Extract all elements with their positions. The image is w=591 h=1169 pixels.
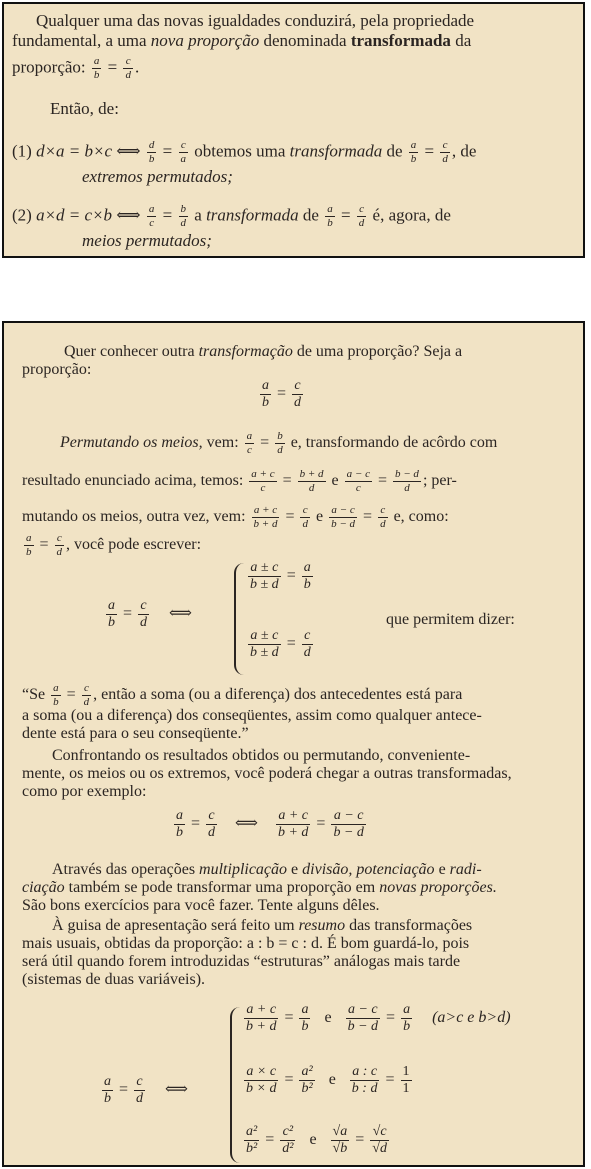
fraction xyxy=(331,809,365,840)
fraction xyxy=(147,204,157,229)
fraction xyxy=(325,204,335,229)
denominator: b xyxy=(148,153,155,165)
text: de uma proporção? Seja a xyxy=(296,343,463,360)
text: de xyxy=(386,141,403,161)
denominator: b xyxy=(262,395,269,410)
text: , de xyxy=(451,141,477,161)
numerator: a xyxy=(53,682,59,694)
text: vem: xyxy=(206,434,239,452)
fraction xyxy=(331,1125,350,1156)
system2-row1 xyxy=(242,1003,511,1034)
fraction xyxy=(370,1125,389,1156)
system1-lhs xyxy=(104,599,192,630)
text: ; per- xyxy=(422,472,457,490)
bottom-text-panel xyxy=(2,321,585,1167)
fraction xyxy=(299,1065,314,1096)
numerator: c xyxy=(123,56,133,69)
denominator: c xyxy=(246,444,252,456)
denominator: d xyxy=(136,1091,144,1106)
fraction xyxy=(302,561,313,592)
text: = xyxy=(284,1071,294,1089)
fraction xyxy=(401,1065,412,1096)
text: a soma (ou a diferença) dos conseqüentes, assim como qualquer antece- xyxy=(22,707,482,724)
text: = xyxy=(265,1131,275,1149)
text: novas proporções. xyxy=(379,879,497,896)
denominator: d xyxy=(303,645,311,660)
quote-line3 xyxy=(22,725,249,743)
text: = xyxy=(162,141,173,161)
fraction xyxy=(244,1065,278,1096)
text: = xyxy=(284,1009,294,1027)
fraction xyxy=(292,379,303,410)
system2-brace xyxy=(230,1007,240,1163)
numerator: a xyxy=(26,532,32,544)
numerator: c xyxy=(82,683,92,696)
text: transformada xyxy=(289,141,383,161)
text: nova proporção xyxy=(150,31,260,50)
fraction xyxy=(252,505,280,530)
fraction xyxy=(179,140,189,165)
fraction xyxy=(82,683,92,708)
proportion-display xyxy=(258,379,305,410)
denominator: b xyxy=(53,696,59,708)
text: mutando os meios, outra vez, vem: xyxy=(22,508,246,526)
text: proporção: xyxy=(22,361,92,378)
p1-line1 xyxy=(64,343,462,361)
numerator: c xyxy=(179,140,189,153)
fraction xyxy=(92,56,102,81)
fraction xyxy=(276,809,310,840)
denominator: √b xyxy=(332,1141,348,1156)
text: mais usuais, obtidas da proporção: a : b = c : d. É bom guardá-lo, pois xyxy=(22,935,470,952)
text: = xyxy=(355,1131,365,1149)
fraction xyxy=(244,1003,278,1034)
box1-line3: proporção: $\frac{a}{b}$ = $\frac{c}{d}$ . xyxy=(12,55,140,81)
text: ciação xyxy=(22,879,65,896)
text: radi- xyxy=(449,861,482,878)
numerator: a xyxy=(108,598,115,613)
text: Confrontando os resultados obtidos ou permutando, conveniente- xyxy=(52,747,471,764)
text: = xyxy=(282,472,292,490)
text: = xyxy=(277,385,287,403)
text: = xyxy=(385,1071,395,1089)
text: de xyxy=(302,205,319,225)
numerator: b + d xyxy=(299,468,324,480)
text: Qualquer uma das novas igualdades conduzirá, pela propriedade xyxy=(36,11,475,30)
example-equation xyxy=(172,809,368,840)
fraction xyxy=(106,599,117,630)
text: e, como: xyxy=(393,508,449,526)
denominator: 1 xyxy=(402,1081,410,1096)
fraction xyxy=(378,505,388,530)
denominator: b² xyxy=(301,1081,313,1096)
numerator: √c xyxy=(370,1125,389,1141)
denominator: d xyxy=(208,825,216,840)
denominator: b xyxy=(327,217,333,229)
fraction xyxy=(206,809,217,840)
fraction xyxy=(440,140,450,165)
text: divisão, potenciação xyxy=(302,861,435,878)
text: ⟺ xyxy=(169,605,192,623)
numerator: a xyxy=(176,808,183,823)
numerator: c xyxy=(55,533,65,546)
text: das transformações xyxy=(349,917,473,934)
text: mente, os meios ou os extremos, você poderá chegar a outras transformadas, xyxy=(22,765,512,782)
top-text-panel xyxy=(2,2,585,258)
p4-line3 xyxy=(22,897,380,915)
text: resumo xyxy=(298,917,346,934)
fraction xyxy=(249,469,276,494)
denominator: b xyxy=(176,825,183,840)
text: meios, xyxy=(161,434,203,452)
fraction xyxy=(345,469,372,494)
numerator: a − c xyxy=(331,809,365,825)
denominator: b − d xyxy=(331,518,356,530)
numerator: a xyxy=(246,430,253,442)
text: = xyxy=(286,635,296,653)
denominator: b + d xyxy=(253,518,278,530)
system1-row1 xyxy=(246,561,315,592)
p3-line2 xyxy=(22,765,512,783)
numerator: a² xyxy=(246,1124,258,1139)
denominator: d xyxy=(56,546,63,558)
box1-item2-line2 xyxy=(82,232,212,250)
text: como por exemplo: xyxy=(22,783,147,800)
p5-line3 xyxy=(22,953,460,971)
text: = xyxy=(424,141,435,161)
text: e xyxy=(324,1009,332,1027)
numerator: a − c xyxy=(346,468,370,480)
text: transformação xyxy=(198,343,293,360)
text: a×d = c×b ⟺ xyxy=(36,205,141,225)
denominator: c xyxy=(149,217,155,229)
numerator: c² xyxy=(280,1125,295,1141)
p2-line4 xyxy=(22,533,201,558)
denominator: b ± d xyxy=(250,645,279,660)
fraction xyxy=(138,599,149,630)
text: = xyxy=(285,508,295,526)
fraction xyxy=(401,1003,412,1034)
numerator: a xyxy=(93,55,100,67)
numerator: a + c xyxy=(244,1003,278,1019)
p3-line1 xyxy=(52,747,470,765)
denominator: d xyxy=(277,444,283,456)
numerator: a − c xyxy=(346,1003,380,1019)
text: dente está para o seu conseqüente.” xyxy=(22,725,249,742)
fraction xyxy=(55,533,65,558)
numerator: b xyxy=(277,430,283,442)
fraction xyxy=(329,505,357,530)
text: a xyxy=(194,205,202,225)
fraction xyxy=(260,379,271,410)
numerator: a xyxy=(262,378,269,393)
denominator: d² xyxy=(282,1141,294,1156)
text: e xyxy=(331,472,339,490)
text: fundamental, a uma xyxy=(12,31,147,50)
p4-line1 xyxy=(52,861,482,879)
numerator: c xyxy=(378,505,388,518)
denominator: b ± d xyxy=(250,577,279,592)
text: denominada xyxy=(263,31,347,50)
text: , você pode escrever: xyxy=(66,536,202,554)
text: meios permutados; xyxy=(82,231,212,250)
fraction xyxy=(174,809,185,840)
text: = xyxy=(123,605,133,623)
text: e, transformando de acôrdo com xyxy=(290,434,498,452)
text: Quer conhecer outra xyxy=(64,343,195,360)
numerator: a + c xyxy=(252,505,280,518)
p4-line2 xyxy=(22,879,497,897)
text: ⟺ xyxy=(165,1081,188,1099)
system1-text xyxy=(386,611,515,629)
fraction xyxy=(245,431,255,456)
numerator: a + c xyxy=(276,809,310,825)
denominator: d xyxy=(308,482,315,494)
numerator: c xyxy=(357,204,367,217)
denominator: d xyxy=(125,69,131,81)
denominator: d xyxy=(404,482,410,494)
denominator: b × d xyxy=(246,1081,277,1096)
text: = xyxy=(39,536,49,554)
text: = xyxy=(363,508,373,526)
system2-lhs xyxy=(100,1075,188,1106)
text: = xyxy=(286,567,296,585)
text: d×a = b×c ⟺ xyxy=(36,141,141,161)
p2-line2 xyxy=(22,469,457,494)
numerator: b − d xyxy=(395,468,419,480)
text: = xyxy=(377,472,387,490)
box1-line2 xyxy=(12,32,471,50)
text: “Se xyxy=(22,686,46,704)
fraction xyxy=(275,431,285,456)
fraction xyxy=(350,1065,380,1096)
p2-line1 xyxy=(60,431,497,456)
numerator: a : c xyxy=(350,1065,380,1081)
numerator: c xyxy=(206,809,217,825)
numerator: a × c xyxy=(244,1065,278,1081)
numerator: c xyxy=(292,379,303,395)
fraction xyxy=(346,1003,380,1034)
numerator: a xyxy=(104,1074,111,1089)
numerator: a − c xyxy=(329,505,357,518)
denominator: d xyxy=(380,518,386,530)
text: e xyxy=(438,861,446,878)
text: Permutando os xyxy=(60,434,158,452)
numerator: b xyxy=(180,203,187,215)
numerator: a ± c xyxy=(248,629,281,645)
denominator: b − d xyxy=(347,1019,379,1034)
system2-row3 xyxy=(242,1125,391,1156)
numerator: a xyxy=(301,1002,309,1017)
numerator: a ± c xyxy=(248,561,281,577)
denominator: b xyxy=(26,546,32,558)
p3-line3 xyxy=(22,783,146,801)
text: extremos permutados; xyxy=(82,167,233,186)
text: = xyxy=(316,815,326,833)
denominator: d xyxy=(180,217,187,229)
text: transformada xyxy=(350,31,451,50)
denominator: √d xyxy=(372,1141,387,1156)
numerator: a² xyxy=(301,1064,313,1079)
numerator: c xyxy=(138,599,149,615)
fraction xyxy=(357,204,367,229)
denominator: d xyxy=(358,217,365,229)
text: também se pode transformar uma proporção em xyxy=(68,879,376,896)
text: = xyxy=(107,57,118,77)
denominator: b xyxy=(93,69,100,81)
text: = xyxy=(260,434,270,452)
text: (a>c e b>d) xyxy=(432,1009,511,1027)
numerator: √a xyxy=(332,1124,348,1139)
p2-line3 xyxy=(22,505,449,530)
text: Então, de: xyxy=(50,99,119,118)
text: = xyxy=(162,205,173,225)
text: ⟺ xyxy=(235,815,258,833)
text: À guisa de apresentação será feito um xyxy=(52,917,295,934)
denominator: b + d xyxy=(277,825,309,840)
numerator: a + c xyxy=(251,468,275,480)
text: é, agora, de xyxy=(372,205,451,225)
fraction xyxy=(298,469,326,494)
denominator: b xyxy=(303,577,311,592)
fraction xyxy=(302,629,313,660)
numerator: c xyxy=(300,505,310,518)
numerator: a xyxy=(148,203,155,215)
numerator: a xyxy=(410,139,417,151)
text: que permitem dizer: xyxy=(386,611,515,628)
fraction xyxy=(409,140,419,165)
box1-line1 xyxy=(36,12,474,30)
box1-item2 xyxy=(12,204,451,229)
box1-then xyxy=(50,100,119,118)
fraction xyxy=(51,683,61,708)
text: = xyxy=(340,205,351,225)
denominator: d xyxy=(83,696,90,708)
text: São bons exercícios para você fazer. Tente alguns dêles. xyxy=(22,897,380,914)
text: e xyxy=(309,1131,317,1149)
p1-line2 xyxy=(22,361,91,379)
text: obtemos uma xyxy=(194,141,286,161)
denominator: a xyxy=(180,153,187,165)
p5-line4 xyxy=(22,971,205,989)
text: Através das operações xyxy=(52,861,196,878)
numerator: a xyxy=(303,560,311,575)
text: = xyxy=(119,1081,129,1099)
text: = xyxy=(386,1009,396,1027)
numerator: a xyxy=(403,1002,411,1017)
system1-brace xyxy=(234,563,244,675)
denominator: b xyxy=(301,1019,309,1034)
fraction xyxy=(123,56,133,81)
fraction xyxy=(102,1075,113,1106)
fraction xyxy=(393,469,421,494)
denominator: b xyxy=(104,1091,111,1106)
fraction xyxy=(248,561,281,592)
quote-line1 xyxy=(22,683,462,708)
text: (1) xyxy=(12,141,32,161)
p5-line1 xyxy=(52,917,472,935)
denominator: d xyxy=(442,153,448,165)
denominator: b − d xyxy=(333,825,364,840)
fraction xyxy=(280,1125,295,1156)
fraction xyxy=(300,505,310,530)
text: (2) xyxy=(12,205,32,225)
text: transformada xyxy=(206,205,299,225)
denominator: b xyxy=(403,1019,411,1034)
denominator: c xyxy=(355,482,361,494)
denominator: b xyxy=(410,153,417,165)
fraction xyxy=(24,533,34,558)
text: = xyxy=(191,815,201,833)
text: resultado enunciado acima, temos: xyxy=(22,472,244,490)
numerator: 1 xyxy=(402,1064,410,1079)
denominator: c xyxy=(260,482,266,494)
numerator: d xyxy=(148,139,155,151)
fraction xyxy=(244,1125,259,1156)
text: será útil quando forem introduzidas “estruturas” análogas mais tarde xyxy=(22,953,461,970)
numerator: c xyxy=(440,140,450,153)
fraction xyxy=(134,1075,145,1106)
text: = xyxy=(66,686,76,704)
box1-item1 xyxy=(12,140,476,165)
denominator: d xyxy=(140,615,148,630)
numerator: c xyxy=(134,1075,145,1091)
box1-item1-line2 xyxy=(82,168,233,186)
denominator: b xyxy=(108,615,115,630)
numerator: c xyxy=(302,629,313,645)
text: e xyxy=(315,508,324,526)
system2-row2 xyxy=(242,1065,414,1096)
denominator: b + d xyxy=(246,1019,277,1034)
text: e xyxy=(328,1071,336,1089)
text: e xyxy=(291,861,299,878)
fraction xyxy=(147,140,157,165)
text: , então a soma (ou a diferença) dos antecedentes está para xyxy=(93,686,463,704)
system1-row2 xyxy=(246,629,315,660)
denominator: d xyxy=(294,395,302,410)
text: multiplicação xyxy=(199,861,288,878)
denominator: b : d xyxy=(351,1081,378,1096)
text: proporção: xyxy=(12,57,86,77)
denominator: b² xyxy=(246,1141,258,1156)
quote-line2 xyxy=(22,707,482,725)
fraction xyxy=(179,204,189,229)
fraction xyxy=(248,629,281,660)
numerator: a xyxy=(327,203,333,215)
p5-line2 xyxy=(22,935,469,953)
text: da xyxy=(455,31,472,50)
fraction xyxy=(299,1003,310,1034)
denominator: d xyxy=(302,518,308,530)
text: (sistemas de duas variáveis). xyxy=(22,971,206,988)
